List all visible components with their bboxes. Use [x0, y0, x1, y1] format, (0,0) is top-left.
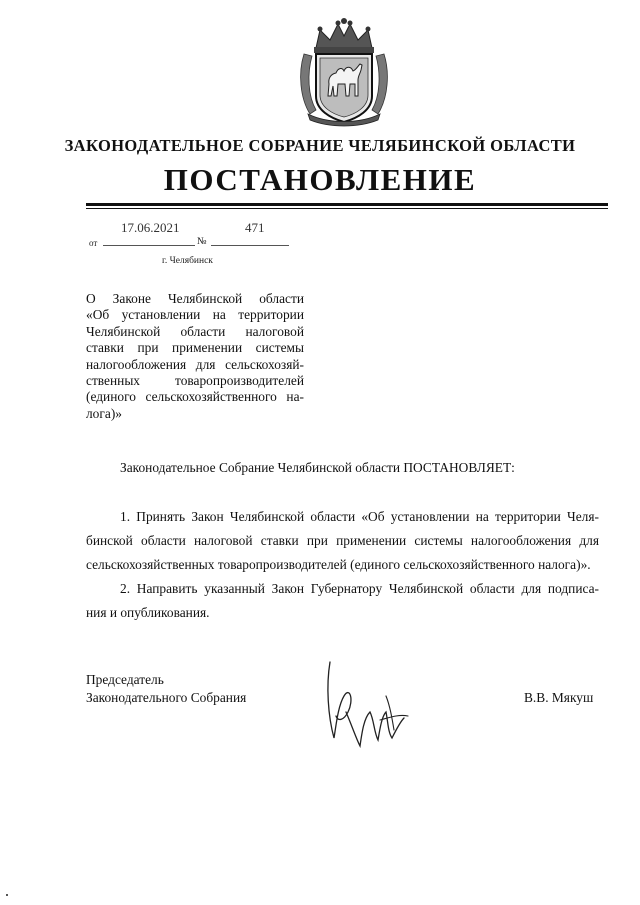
subject-line: Челябинской области налоговой [86, 323, 304, 339]
subject-line: «Об установлении на территории [86, 307, 304, 323]
subject-line: (единого сельскохозяйственного на- [86, 389, 304, 405]
signer-name: В.В. Мякуш [524, 690, 594, 705]
resolution-item-2-line: ния и опубликования. [86, 605, 210, 620]
subject-line: налогообложения для сельскохозяй- [86, 356, 304, 372]
handwritten-signature-icon [316, 656, 412, 750]
decree-statement: Законодательное Собрание Челябинской области ПОСТАНОВЛЯЕТ: [120, 460, 515, 475]
resolution-item-2-line: 2. Направить указанный Закон Губернатору Челябинской области для подписа- [120, 581, 599, 596]
date-from-label: от [89, 238, 98, 248]
signer-position-line: Председатель [86, 672, 164, 687]
signer-position-line: Законодательного Собрания [86, 690, 247, 705]
resolution-item-1-line: сельскохозяйственных товаропроизводителей (единого сельскохозяйственного налога)». [86, 557, 591, 572]
document-date: 17.06.2021 [121, 220, 180, 235]
chelyabinsk-coat-of-arms-icon [298, 18, 390, 128]
number-label: № [197, 236, 207, 247]
document-subject [86, 291, 304, 422]
date-underline [103, 245, 195, 246]
header-rule-thin [86, 208, 608, 209]
document-number: 471 [245, 220, 265, 235]
number-underline [211, 245, 289, 246]
resolution-item-1-line: бинской области налоговой ставки при применении системы налогообложения для [86, 533, 599, 548]
header-rule-thick [86, 203, 608, 206]
subject-line: лога)» [86, 405, 122, 421]
resolution-item-1-line: 1. Принять Закон Челябинской области «Об установлении на территории Челя- [120, 509, 599, 524]
subject-line: О Законе Челябинской области [86, 291, 304, 306]
subject-line: ственных товаропроизводителей [86, 373, 304, 389]
subject-line: ставки при применении системы [86, 340, 304, 356]
organization-name: ЗАКОНОДАТЕЛЬНОЕ СОБРАНИЕ ЧЕЛЯБИНСКОЙ ОБЛАСТИ [64, 136, 576, 155]
scan-speck [6, 894, 8, 896]
city-label: г. Челябинск [162, 256, 213, 266]
document-type-title: ПОСТАНОВЛЕНИЕ [163, 162, 477, 197]
